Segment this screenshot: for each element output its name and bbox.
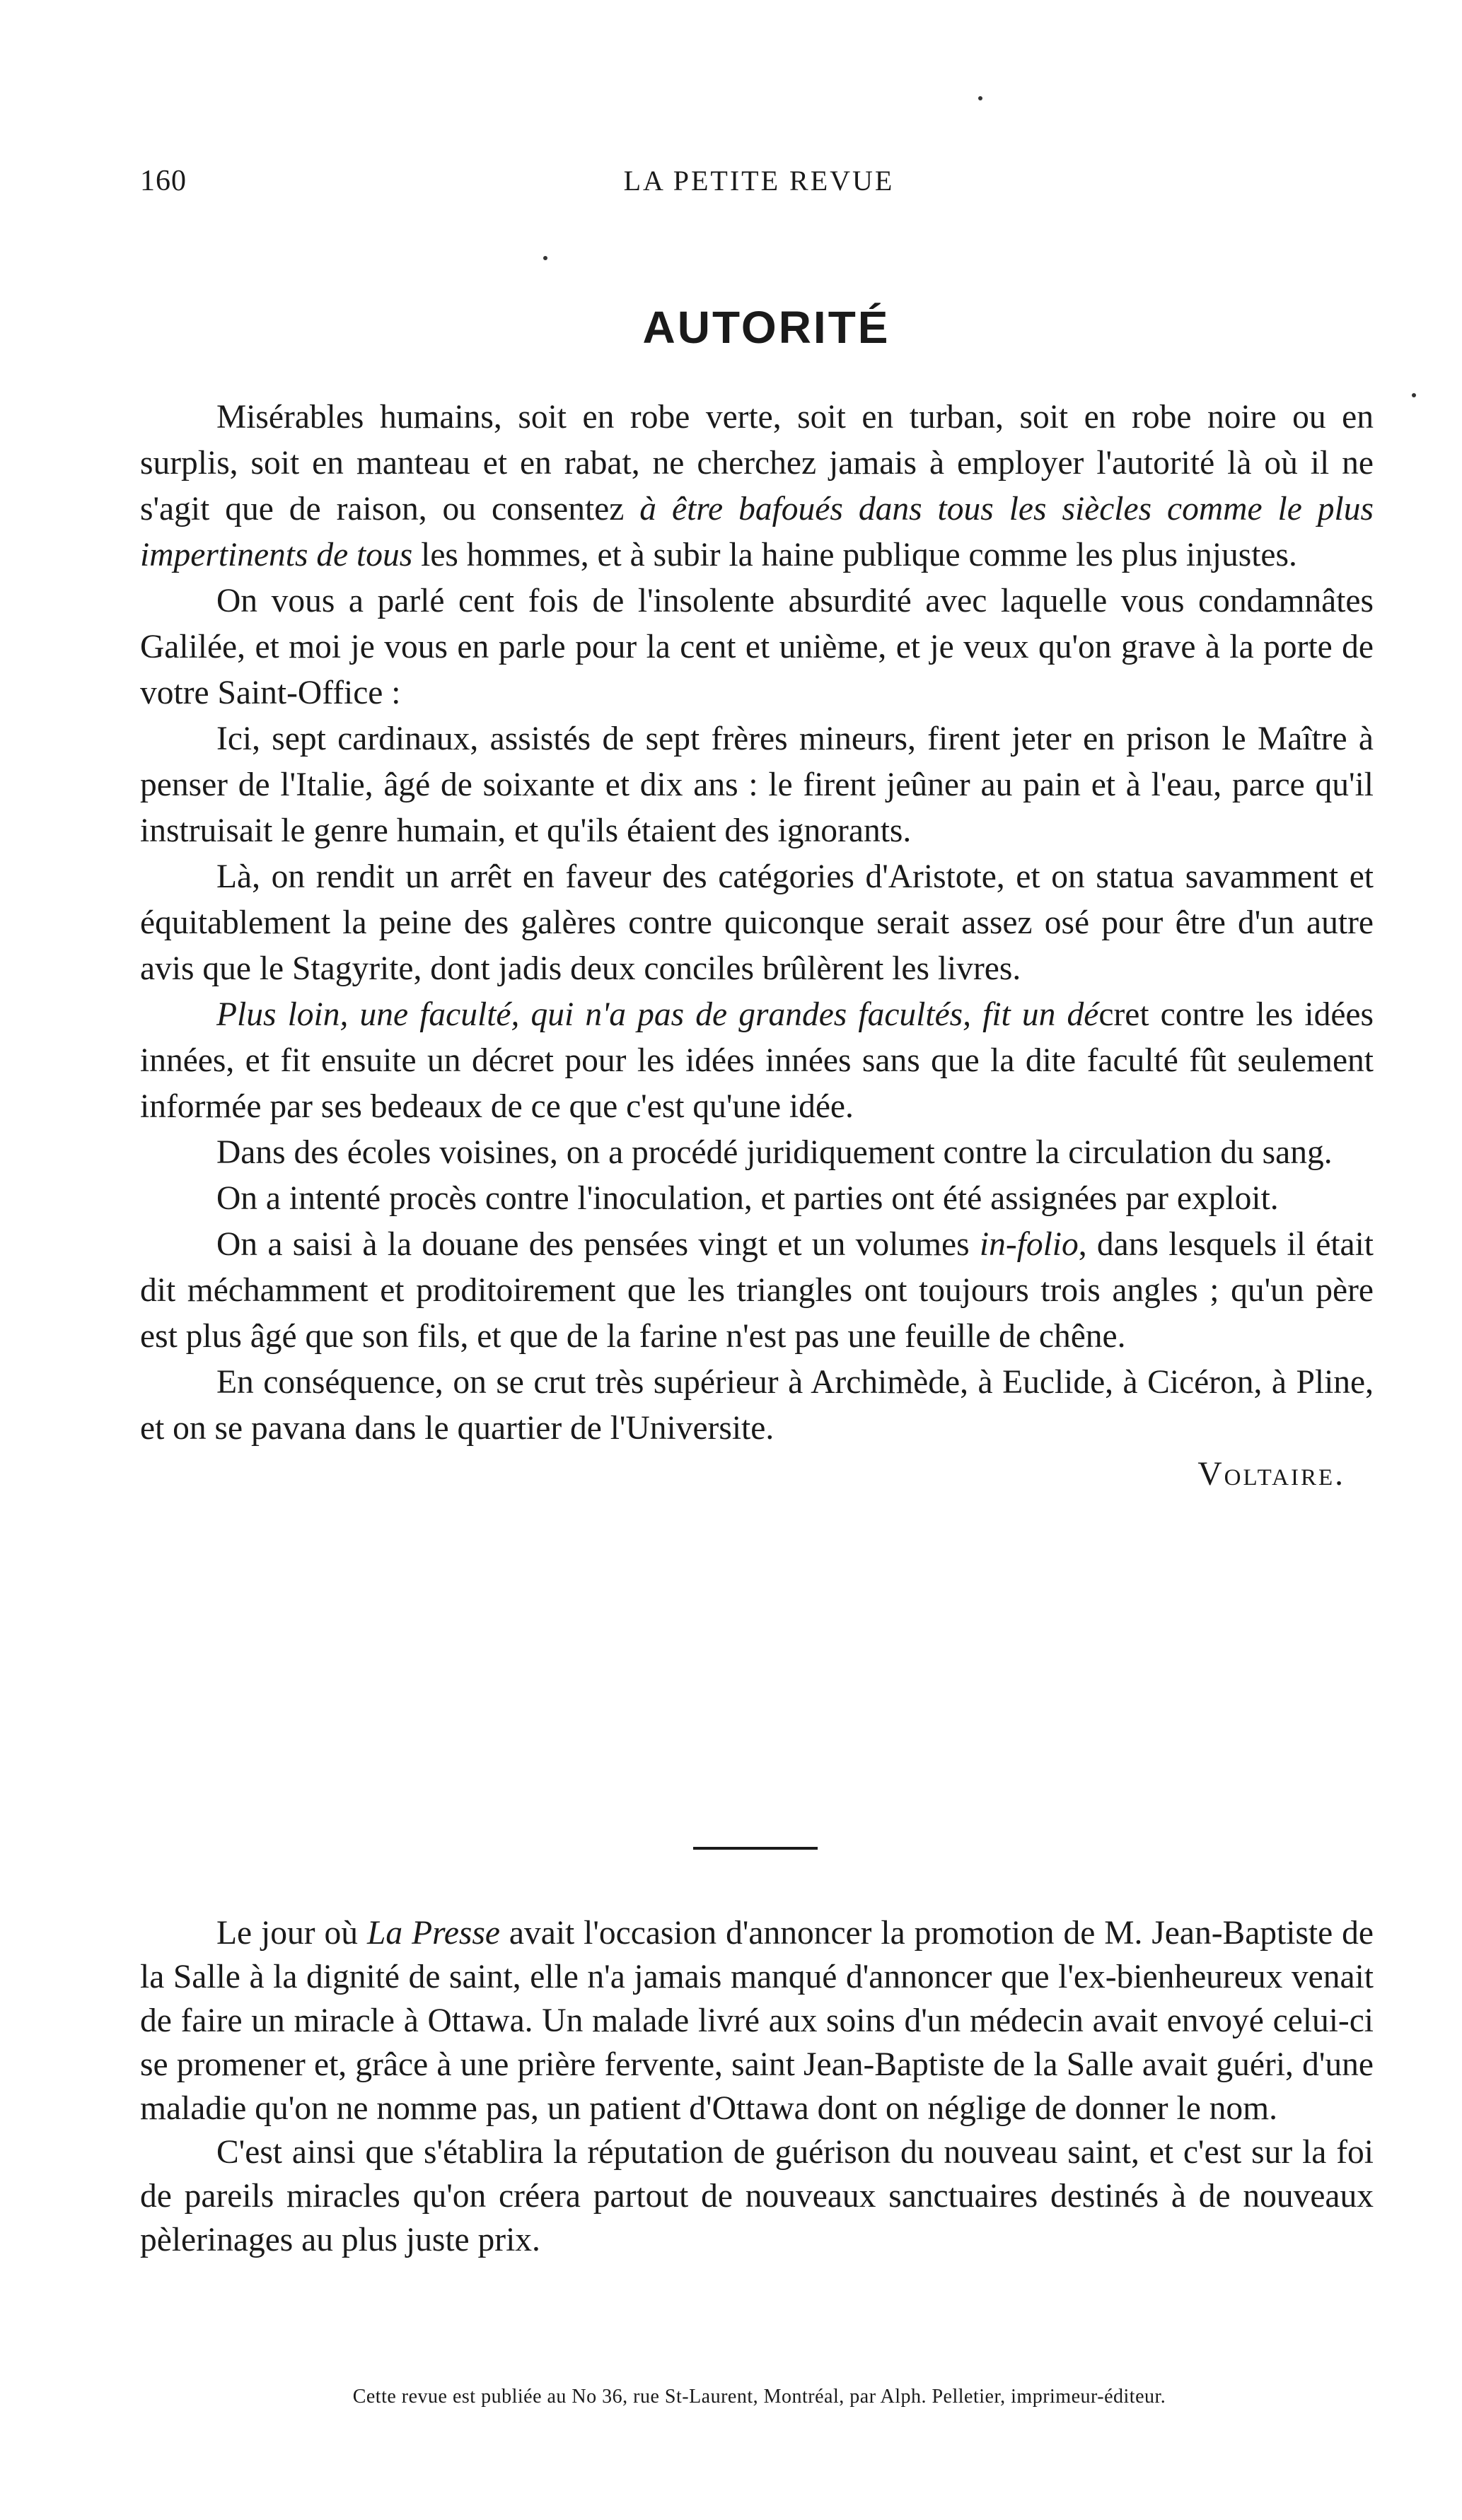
paragraph xyxy=(140,1911,1374,2130)
print-speck xyxy=(978,96,982,100)
paragraph: Dans des écoles voisines, on a procédé juridiquement contre la circulation du sang. xyxy=(216,1134,1333,1171)
article-title: AUTORITÉ xyxy=(642,302,890,353)
paragraph-text: cret contre les idées innées, et fit ensuite un décret pour les idées innées sans que la dite faculté fût seulement informée par ses bedeaux de ce que c'est qu'une idée. xyxy=(140,996,1374,1125)
paragraph: Ici, sept cardinaux, assistés de sept frères mineurs, firent jeter en prison le Maître à penser de l'Italie, âgé de soixante et dix ans : le firent jeûner au pain et à l'eau, parce qu'il instruisait le genre humain, et qu'ils étaient des ignorants. xyxy=(140,721,1374,849)
article-presse xyxy=(140,1911,1374,2262)
author-signature: Voltaire. xyxy=(1197,1456,1345,1493)
paragraph-text: On a saisi à la douane des pensées vingt et un volumes xyxy=(216,1226,980,1263)
paragraph: On vous a parlé cent fois de l'insolente absurdité avec laquelle vous condamnâtes Galilée, et moi je vous en parle pour la cent et unième, et je veux qu'on grave à la porte de votre Saint-Office : xyxy=(140,583,1374,711)
paragraph-text: Le jour où xyxy=(216,1915,367,1952)
print-speck xyxy=(1412,393,1416,397)
italic-passage: Plus loin, une faculté, qui n'a pas de grandes facultés, fit un dé xyxy=(216,996,1099,1033)
italic-term: in-folio xyxy=(979,1226,1079,1263)
paragraph-text: Misérables humains, soit en robe verte, soit en turban, soit en robe noire ou en surplis, soit en manteau et en rabat, ne cherchez jamais à employer l'autorité là où il ne s'agit que de raison, ou consentez xyxy=(140,399,1374,527)
newspaper-title: La Presse xyxy=(366,1915,500,1952)
section-divider xyxy=(693,1847,818,1850)
paragraph-text: les hommes, et à subir la haine publique comme les plus injustes. xyxy=(412,537,1297,573)
page-number: 160 xyxy=(140,165,187,197)
paragraph xyxy=(140,395,1374,578)
paragraph: C'est ainsi que s'établira la réputation de guérison du nouveau saint, et c'est sur la foi de pareils miracles qu'on créera partout de nouveaux sanctuaires destinés à de nouveaux pèlerinages au plus juste prix. xyxy=(140,2134,1374,2258)
imprint-footer: Cette revue est publiée au No 36, rue St-Laurent, Montréal, par Alph. Pelletier, imprimeur-éditeur. xyxy=(352,2386,1166,2408)
paragraph xyxy=(140,992,1374,1130)
paragraph xyxy=(140,1222,1374,1360)
article-autorite xyxy=(140,395,1374,1498)
paragraph-text: , dans lesquels il était dit méchamment et proditoirement que les triangles ont toujours trois angles ; qu'un père est plus âgé que son fils, et que de la farine n'est pas une feuille de chêne. xyxy=(140,1226,1374,1355)
paragraph: Là, on rendit un arrêt en faveur des catégories d'Aristote, et on statua savamment et équitablement la peine des galères contre quiconque serait assez osé pour être d'un autre avis que le Stagyrite, dont jadis deux conciles brûlèrent les livres. xyxy=(140,858,1374,987)
italic-passage: à être bafoués dans tous les siècles comme le plus impertinents de tous xyxy=(140,491,1374,573)
paragraph: En conséquence, on se crut très supérieur à Archimède, à Euclide, à Cicéron, à Pline, et on se pavana dans le quartier de l'Universite. xyxy=(140,1364,1374,1447)
print-speck xyxy=(543,256,547,260)
running-head: LA PETITE REVUE xyxy=(623,165,895,197)
paragraph-text: avait l'occasion d'annoncer la promotion de M. Jean-Baptiste de la Salle à la dignité de saint, elle n'a jamais manqué d'annoncer que l'ex-bienheureux venait de faire un miracle à Ottawa. Un malade livré aux soins d'un médecin avait envoyé celui-ci se promener et, grâce à une prière fervente, saint Jean-Baptiste de la Salle avait guéri, d'une maladie qu'on ne nomme pas, un patient d'Ottawa dont on néglige de donner le nom. xyxy=(140,1915,1374,2127)
paragraph: On a intenté procès contre l'inoculation, et parties ont été assignées par exploit. xyxy=(216,1180,1279,1217)
page-header xyxy=(140,164,1307,206)
